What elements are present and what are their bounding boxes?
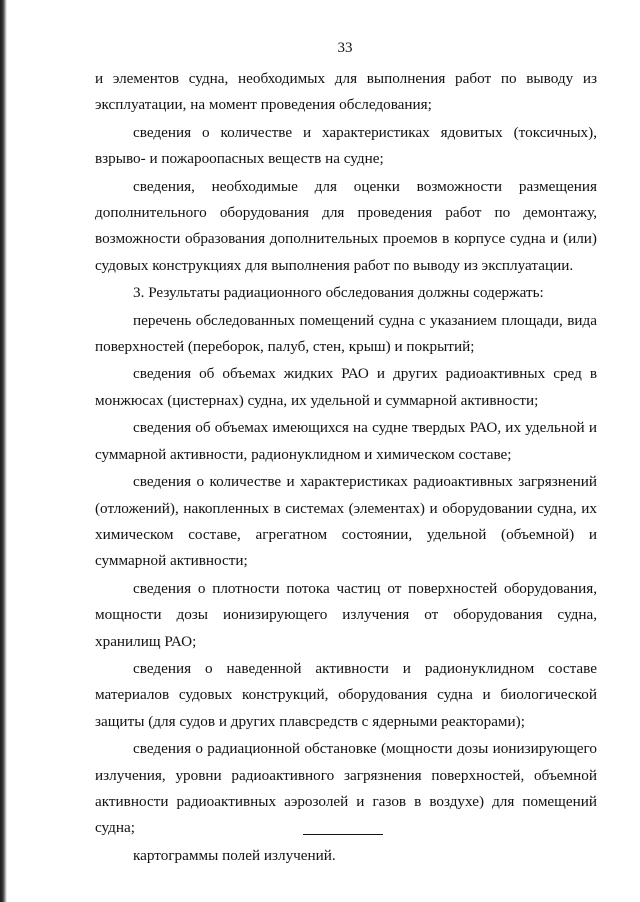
page-number: 33: [337, 40, 353, 56]
scan-page-edge: [0, 0, 7, 902]
paragraph-liquid-rao: сведения об объемах жидких РАО и других радиоактивных сред в монжюсах (цистернах) судна, их удельной и суммарной активности;: [95, 365, 597, 409]
paragraph-solid-rao: сведения об объемах имеющихся на судне твердых РАО, их удельной и суммарной активности, радионуклидном и химическом составе;: [95, 419, 597, 463]
paragraph-radiation-cartograms: картограммы полей излучений.: [133, 846, 336, 864]
paragraph-induced-activity: сведения о наведенной активности и радионуклидном составе материалов судовых конструкций, оборудования судна и биологической защиты (для судов и других плавсредств с ядерными реакторами);: [95, 659, 597, 730]
paragraph-radiation-situation: сведения о радиационной обстановке (мощности дозы ионизирующего излучения, уровни радиоактивного загрязнения поверхностей, объемной активности радиоактивных аэрозолей и газов в воздухе) для помещений судна;: [95, 740, 597, 837]
paragraph-particle-flux: сведения о плотности потока частиц от поверхностей оборудования, мощности дозы ионизирующего излучения от оборудования судна, хранилищ РАО;: [95, 579, 597, 650]
paragraph-surveyed-rooms: перечень обследованных помещений судна с указанием площади, вида поверхностей (переборок, палуб, стен, крыш) и покрытий;: [95, 311, 597, 356]
document-body: [95, 66, 597, 869]
closing-divider-line: [303, 834, 383, 835]
section-heading-radiation-survey: 3. Результаты радиационного обследования должны содержать:: [133, 284, 544, 302]
paragraph-toxic-substances: сведения о количестве и характеристиках ядовитых (токсичных), взрыво- и пожароопасных веществ на судне;: [95, 123, 597, 168]
paragraph-additional-equipment: сведения, необходимые для оценки возможности размещения дополнительного оборудования для проведения работ по демонтажу, возможности образования дополнительных проемов в корпусе судна и (или) судовых конструкциях для выполнения работ по выводу из эксплуатации.: [95, 177, 597, 274]
paragraph-contamination: сведения о количестве и характеристиках радиоактивных загрязнений (отложений), накопленных в системах (элементах) и оборудовании судна, их химическом составе, агрегатном состоянии, удельной (объемной) и суммарной активности;: [95, 473, 597, 570]
paragraph-continuation: и элементов судна, необходимых для выполнения работ по выводу из эксплуатации, на момент проведения обследования;: [95, 70, 597, 114]
